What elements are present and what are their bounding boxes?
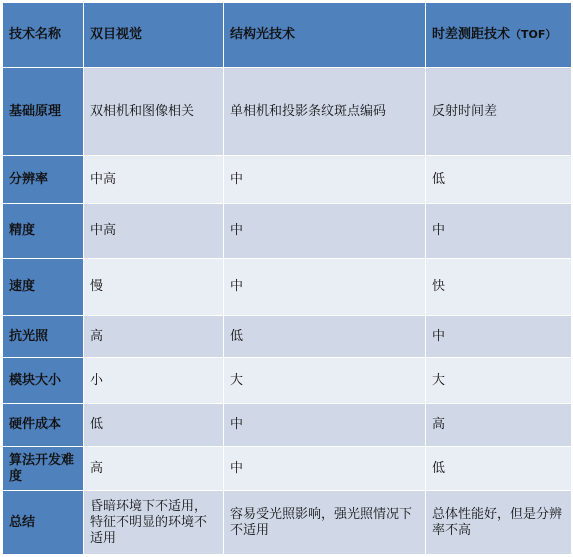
- table-cell: 中高: [84, 156, 224, 204]
- table-cell: 慢: [84, 259, 224, 316]
- row-label: 抗光照: [3, 316, 84, 358]
- table-cell: 高: [426, 404, 572, 447]
- row-label: 总结: [3, 491, 84, 555]
- table-cell: 中: [224, 404, 426, 447]
- header-cell-tech-name: 技术名称: [3, 3, 84, 68]
- header-cell-tof: [426, 3, 572, 68]
- table-cell: 低: [224, 316, 426, 358]
- table-cell: 反射时间差: [426, 68, 572, 156]
- table-cell: 中: [224, 447, 426, 491]
- table-cell: 双相机和图像相关: [84, 68, 224, 156]
- table-row: [3, 316, 572, 358]
- table-cell: 中: [426, 204, 572, 259]
- table-cell: 高: [84, 316, 224, 358]
- row-label: 算法开发难度: [3, 447, 84, 491]
- table-cell: 高: [84, 447, 224, 491]
- table-cell: 中高: [84, 204, 224, 259]
- table-cell: 中: [224, 204, 426, 259]
- header-tof-label: 时差测距技术: [432, 27, 511, 42]
- table-cell: 大: [224, 358, 426, 404]
- row-label: 模块大小: [3, 358, 84, 404]
- table-row: [3, 259, 572, 316]
- table-row: [3, 204, 572, 259]
- table-cell: 低: [426, 447, 572, 491]
- table-cell: 大: [426, 358, 572, 404]
- table-cell: 容易受光照影响，强光照情况下不适用: [224, 491, 426, 555]
- table-row: [3, 491, 572, 555]
- table-cell: 低: [84, 404, 224, 447]
- table-cell: 中: [224, 259, 426, 316]
- row-label: 硬件成本: [3, 404, 84, 447]
- table-cell: 小: [84, 358, 224, 404]
- header-tof-suffix: （TOF）: [510, 28, 557, 41]
- table-row: [3, 68, 572, 156]
- header-cell-stereo: 双目视觉: [84, 3, 224, 68]
- table-header-row: [3, 3, 572, 68]
- table-cell: 中: [224, 156, 426, 204]
- row-label: 速度: [3, 259, 84, 316]
- table-cell: 低: [426, 156, 572, 204]
- row-label: 分辨率: [3, 156, 84, 204]
- row-label: 精度: [3, 204, 84, 259]
- table-row: [3, 358, 572, 404]
- table-cell: 总体性能好，但是分辨率不高: [426, 491, 572, 555]
- row-label: 基础原理: [3, 68, 84, 156]
- table-row: [3, 447, 572, 491]
- comparison-table: [2, 2, 572, 555]
- table-row: [3, 404, 572, 447]
- table-row: [3, 156, 572, 204]
- table-cell: 昏暗环境下不适用，特征不明显的环境不适用: [84, 491, 224, 555]
- table-cell: 中: [426, 316, 572, 358]
- table-cell: 单相机和投影条纹斑点编码: [224, 68, 426, 156]
- header-cell-structured-light: 结构光技术: [224, 3, 426, 68]
- table-cell: 快: [426, 259, 572, 316]
